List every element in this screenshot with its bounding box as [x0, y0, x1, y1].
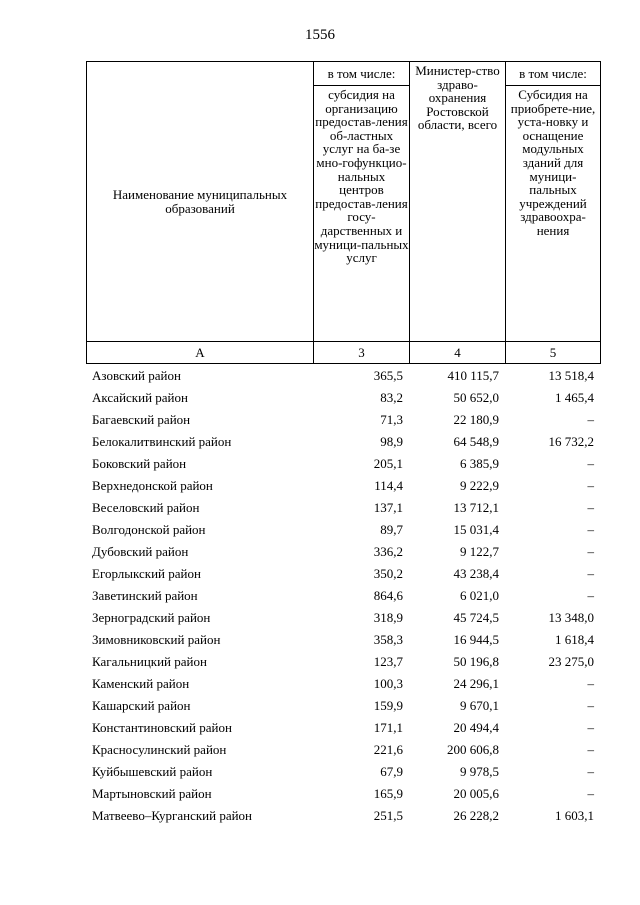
index-3: 3 — [314, 342, 410, 364]
row-name: Матвеево–Курганский район — [92, 808, 253, 823]
row-name: Кагальницкий район — [92, 654, 207, 669]
row-name: Белокалитвинский район — [92, 434, 232, 449]
row-col4: 22 180,9 — [453, 412, 499, 427]
row-name: Багаевский район — [92, 412, 191, 427]
row-col4: 26 228,2 — [453, 808, 499, 823]
row-col4: 50 652,0 — [453, 390, 499, 405]
row-col4: 9 670,1 — [460, 698, 499, 713]
row-name: Мартыновский район — [92, 786, 212, 801]
table-row — [86, 475, 600, 497]
row-col3: 83,2 — [380, 390, 403, 405]
header-municipality: Наименование муниципальных образований — [87, 62, 314, 342]
row-col4: 410 115,7 — [447, 368, 499, 383]
data-table — [86, 365, 600, 827]
row-col3: 336,2 — [373, 544, 403, 559]
row-col3: 205,1 — [373, 456, 403, 471]
row-col3: 89,7 — [380, 522, 403, 537]
row-name: Зимовниковский район — [92, 632, 221, 647]
row-col4: 200 606,8 — [447, 742, 499, 757]
row-col5: – — [587, 522, 594, 537]
row-col5: 1 603,1 — [555, 808, 594, 823]
row-name: Каменский район — [92, 676, 190, 691]
table-row — [86, 409, 600, 431]
row-col5: – — [587, 500, 594, 515]
row-col4: 24 296,1 — [453, 676, 499, 691]
row-col3: 251,5 — [373, 808, 403, 823]
table-row — [86, 387, 600, 409]
row-col3: 221,6 — [373, 742, 403, 757]
row-name: Дубовский район — [92, 544, 189, 559]
table-row — [86, 563, 600, 585]
row-col4: 45 724,5 — [453, 610, 499, 625]
table-row — [86, 629, 600, 651]
row-col4: 50 196,8 — [453, 654, 499, 669]
row-col4: 9 222,9 — [460, 478, 499, 493]
row-name: Зерноградский район — [92, 610, 211, 625]
row-col3: 165,9 — [373, 786, 403, 801]
row-col4: 15 031,4 — [453, 522, 499, 537]
row-col3: 159,9 — [373, 698, 403, 713]
row-col3: 350,2 — [373, 566, 403, 581]
row-col3: 171,1 — [373, 720, 403, 735]
table-row — [86, 761, 600, 783]
row-col3: 318,9 — [373, 610, 403, 625]
row-name: Верхнедонской район — [92, 478, 213, 493]
table-row — [86, 497, 600, 519]
row-col4: 9 122,7 — [460, 544, 499, 559]
index-a: А — [87, 342, 314, 364]
row-name: Волгодонской район — [92, 522, 206, 537]
table-row — [86, 519, 600, 541]
row-col5: – — [587, 566, 594, 581]
row-col4: 20 494,4 — [453, 720, 499, 735]
header-col3-group: в том числе: — [314, 62, 410, 86]
row-col5: – — [587, 412, 594, 427]
row-col5: – — [587, 786, 594, 801]
row-col3: 71,3 — [380, 412, 403, 427]
row-col4: 20 005,6 — [453, 786, 499, 801]
row-name: Боковский район — [92, 456, 187, 471]
header-col3-subsidy-mfc: субсидия на организацию предостав-ления об-ластных услуг на ба-зе мно-гофункцио-нальных центров предостав-ления госу-дарственных и муници-пальных услуг — [314, 86, 410, 342]
table-row — [86, 805, 600, 827]
row-col4: 16 944,5 — [453, 632, 499, 647]
row-col5: – — [587, 720, 594, 735]
row-name: Куйбышевский район — [92, 764, 213, 779]
row-col5: 23 275,0 — [548, 654, 594, 669]
row-col3: 365,5 — [373, 368, 403, 383]
row-col3: 123,7 — [373, 654, 403, 669]
table-row — [86, 585, 600, 607]
row-name: Заветинский район — [92, 588, 198, 603]
header-col4: Министер-ство здраво-охранения Ростовской области, всего — [410, 62, 506, 342]
row-col4: 6 021,0 — [460, 588, 499, 603]
row-col5: – — [587, 544, 594, 559]
table-header — [86, 61, 601, 364]
table-row — [86, 431, 600, 453]
table-row — [86, 695, 600, 717]
row-col4: 64 548,9 — [453, 434, 499, 449]
header-col5-group: в том числе: — [506, 62, 601, 86]
row-name: Азовский район — [92, 368, 181, 383]
table-row — [86, 673, 600, 695]
row-col3: 98,9 — [380, 434, 403, 449]
row-col3: 864,6 — [373, 588, 403, 603]
row-col3: 100,3 — [373, 676, 403, 691]
row-col5: – — [587, 764, 594, 779]
table-row — [86, 607, 600, 629]
row-name: Егорлыкский район — [92, 566, 201, 581]
row-col5: – — [587, 742, 594, 757]
row-name: Аксайский район — [92, 390, 188, 405]
row-name: Красносулинский район — [92, 742, 227, 757]
row-col5: 16 732,2 — [548, 434, 594, 449]
row-col5: – — [587, 478, 594, 493]
index-5: 5 — [506, 342, 601, 364]
row-col4: 43 238,4 — [453, 566, 499, 581]
table-row — [86, 453, 600, 475]
table-row — [86, 541, 600, 563]
row-col5: 1 465,4 — [555, 390, 594, 405]
table-row — [86, 739, 600, 761]
row-col5: – — [587, 456, 594, 471]
row-col3: 114,4 — [374, 478, 403, 493]
row-name: Веселовский район — [92, 500, 200, 515]
index-4: 4 — [410, 342, 506, 364]
row-col3: 67,9 — [380, 764, 403, 779]
row-col3: 137,1 — [373, 500, 403, 515]
table-row — [86, 651, 600, 673]
table-row — [86, 365, 600, 387]
table-row — [86, 783, 600, 805]
row-col5: – — [587, 698, 594, 713]
row-col5: 1 618,4 — [555, 632, 594, 647]
page-number: 1556 — [305, 27, 335, 43]
row-col4: 6 385,9 — [460, 456, 499, 471]
table-row — [86, 717, 600, 739]
header-col5-subsidy-modular: Субсидия на приобрете-ние, уста-новку и оснащение модульных зданий для муници-пальных учреждений здравоохра-нения — [506, 86, 601, 342]
row-name: Константиновский район — [92, 720, 232, 735]
row-col5: – — [587, 588, 594, 603]
row-col3: 358,3 — [373, 632, 403, 647]
row-col5: 13 518,4 — [548, 368, 594, 383]
row-col4: 13 712,1 — [453, 500, 499, 515]
row-col5: 13 348,0 — [548, 610, 594, 625]
row-name: Кашарский район — [92, 698, 191, 713]
row-col5: – — [587, 676, 594, 691]
row-col4: 9 978,5 — [460, 764, 499, 779]
